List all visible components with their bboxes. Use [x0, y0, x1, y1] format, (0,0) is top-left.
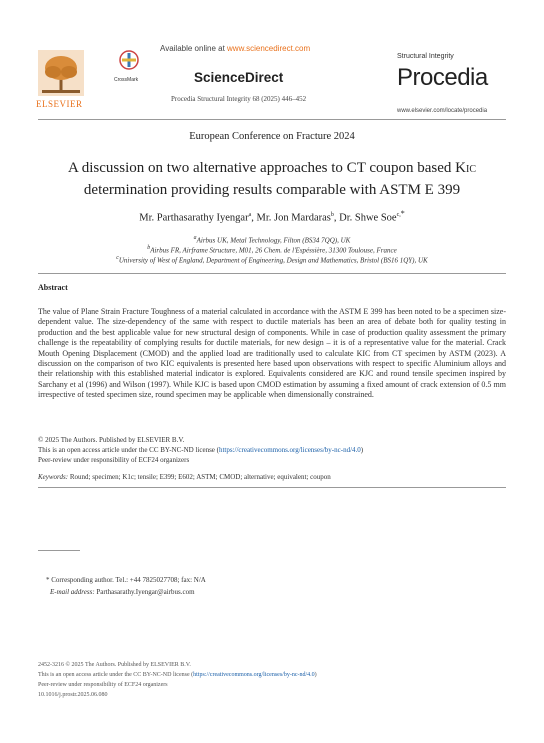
affiliation-c: $^c$University of West of England, Department of Engineering, Design and Mathematics, Bristol (BS16 1QY), UK: [116, 255, 428, 265]
affiliation-b: $^b$Airbus FR, Airframe Structure, M01, 26 Chem. de l'Espéssière, 31300 Toulouse, France: [147, 245, 397, 255]
conference-name: European Conference on Fracture 2024: [189, 131, 355, 142]
keywords-line: [38, 473, 331, 481]
title-line-2: determination providing results comparable with ASTM E 399: [83, 182, 461, 198]
procedia-url[interactable]: www.elsevier.com/locate/procedia: [397, 108, 488, 114]
procedia-title: Procedia: [397, 64, 488, 91]
abstract-body: The value of Plane Strain Fracture Toughness of a material calculated in accordance with the ASTM E 399 has been noted to be a specimen size-dependent value. The size-dependency of the same with respect to ductile materials has been an area of debate both for quality testing in production and the best applicable value for new structural design of components. While in case of production quality assessment the primary challenge is the repeatability of complying results for ductile materials, for new design – it is of a representative value for the material. Crack Mouth Opening Displacement (CMOD) and the applied load are traditionally used to calculate KIC from CT specimen by ASTM (2023). A discussion on the comparison of two KIC equivalents is presented here based upon observations with respect to specific Aluminium alloys and their relationship with this established material indicator is explored. Equivalents considered are KJC and round tensile specimen inspired by Sarchany et al (1996) and Wilson (1997). While KJC is based upon CMOD estimation by assuming a fixed amount of crack extension of 0.5 mm irrespective of tested specimen size, round specimen may be applicable when dimensionally constrained.: [38, 307, 506, 400]
procedia-subtitle: Structural Integrity: [397, 53, 454, 60]
keywords-list: Round; specimen; K1c; tensile; E399; E602; ASTM; CMOD; alternative; equivalent; coupon: [68, 473, 331, 481]
title-subscript: IC: [465, 164, 476, 175]
author-list: Mr. Parthasarathy Iyengar$^a$, Mr. Jon Mardaras$^b$, Dr. Shwe Soe$^{c,*}$: [139, 209, 405, 224]
license-link[interactable]: https://creativecommons.org/licenses/by-nc-nd/4.0: [218, 446, 361, 454]
footer-peer-review: Peer-review under responsibility of ECF24 organizers: [38, 682, 168, 688]
peer-review-line: Peer-review under responsibility of ECF24 organizers: [38, 456, 190, 464]
availability-line: [160, 44, 310, 53]
copyright-line: © 2025 The Authors. Published by ELSEVIER B.V.: [38, 436, 185, 444]
elsevier-wordmark: ELSEVIER: [36, 99, 83, 109]
email-line: E-mail address: Parthasarathy.Iyengar@airbus.com: [50, 588, 195, 596]
keywords-label: Keywords:: [38, 473, 69, 481]
footer-license-link[interactable]: https://creativecommons.org/licenses/by-nc-nd/4.0: [193, 672, 315, 678]
license-line: This is an open access article under the CC BY-NC-ND license (https://creativecommons.org/licenses/by-nc-nd/4.0): [38, 446, 364, 454]
available-prefix: Available online at: [160, 44, 228, 53]
abstract-heading: Abstract: [38, 283, 68, 292]
paper-title: [20, 158, 524, 200]
email-address[interactable]: Parthasarathy.Iyengar@airbus.com: [94, 588, 195, 596]
author-3: Dr. Shwe Soe: [339, 212, 397, 224]
footnote-rule: [38, 550, 80, 551]
footer-issn: 2452-3216 © 2025 The Authors. Published by ELSEVIER B.V.: [38, 662, 191, 668]
sciencedirect-brand: ScienceDirect: [194, 70, 284, 85]
crossmark-icon[interactable]: [119, 50, 139, 72]
corresponding-author: * Corresponding author. Tel.: +44 7825027708; fax: N/A: [46, 576, 206, 584]
title-line-1: A discussion on two alternative approaches to CT coupon based KIC: [68, 160, 476, 176]
sciencedirect-link[interactable]: www.sciencedirect.com: [227, 44, 311, 53]
affiliation-a: $^a$Airbus UK, Metal Technology, Filton (BS34 7QQ), UK: [193, 235, 351, 245]
elsevier-tree-logo: [38, 50, 84, 104]
author-1: Mr. Parthasarathy Iyengar: [139, 212, 249, 224]
crossmark-label: CrossMark: [114, 77, 139, 83]
header-rule: [38, 119, 506, 120]
keywords-bottom-rule: [38, 487, 506, 488]
footer-doi[interactable]: 10.1016/j.prostr.2025.06.080: [38, 692, 108, 698]
footer-license: This is an open access article under the CC BY-NC-ND license (https://creativecommons.org/licenses/by-nc-nd/4.0): [38, 672, 317, 678]
journal-citation: Procedia Structural Integrity 68 (2025) 446–452: [171, 95, 307, 103]
author-2: Mr. Jon Mardaras: [256, 212, 331, 224]
abstract-top-rule: [38, 273, 506, 274]
